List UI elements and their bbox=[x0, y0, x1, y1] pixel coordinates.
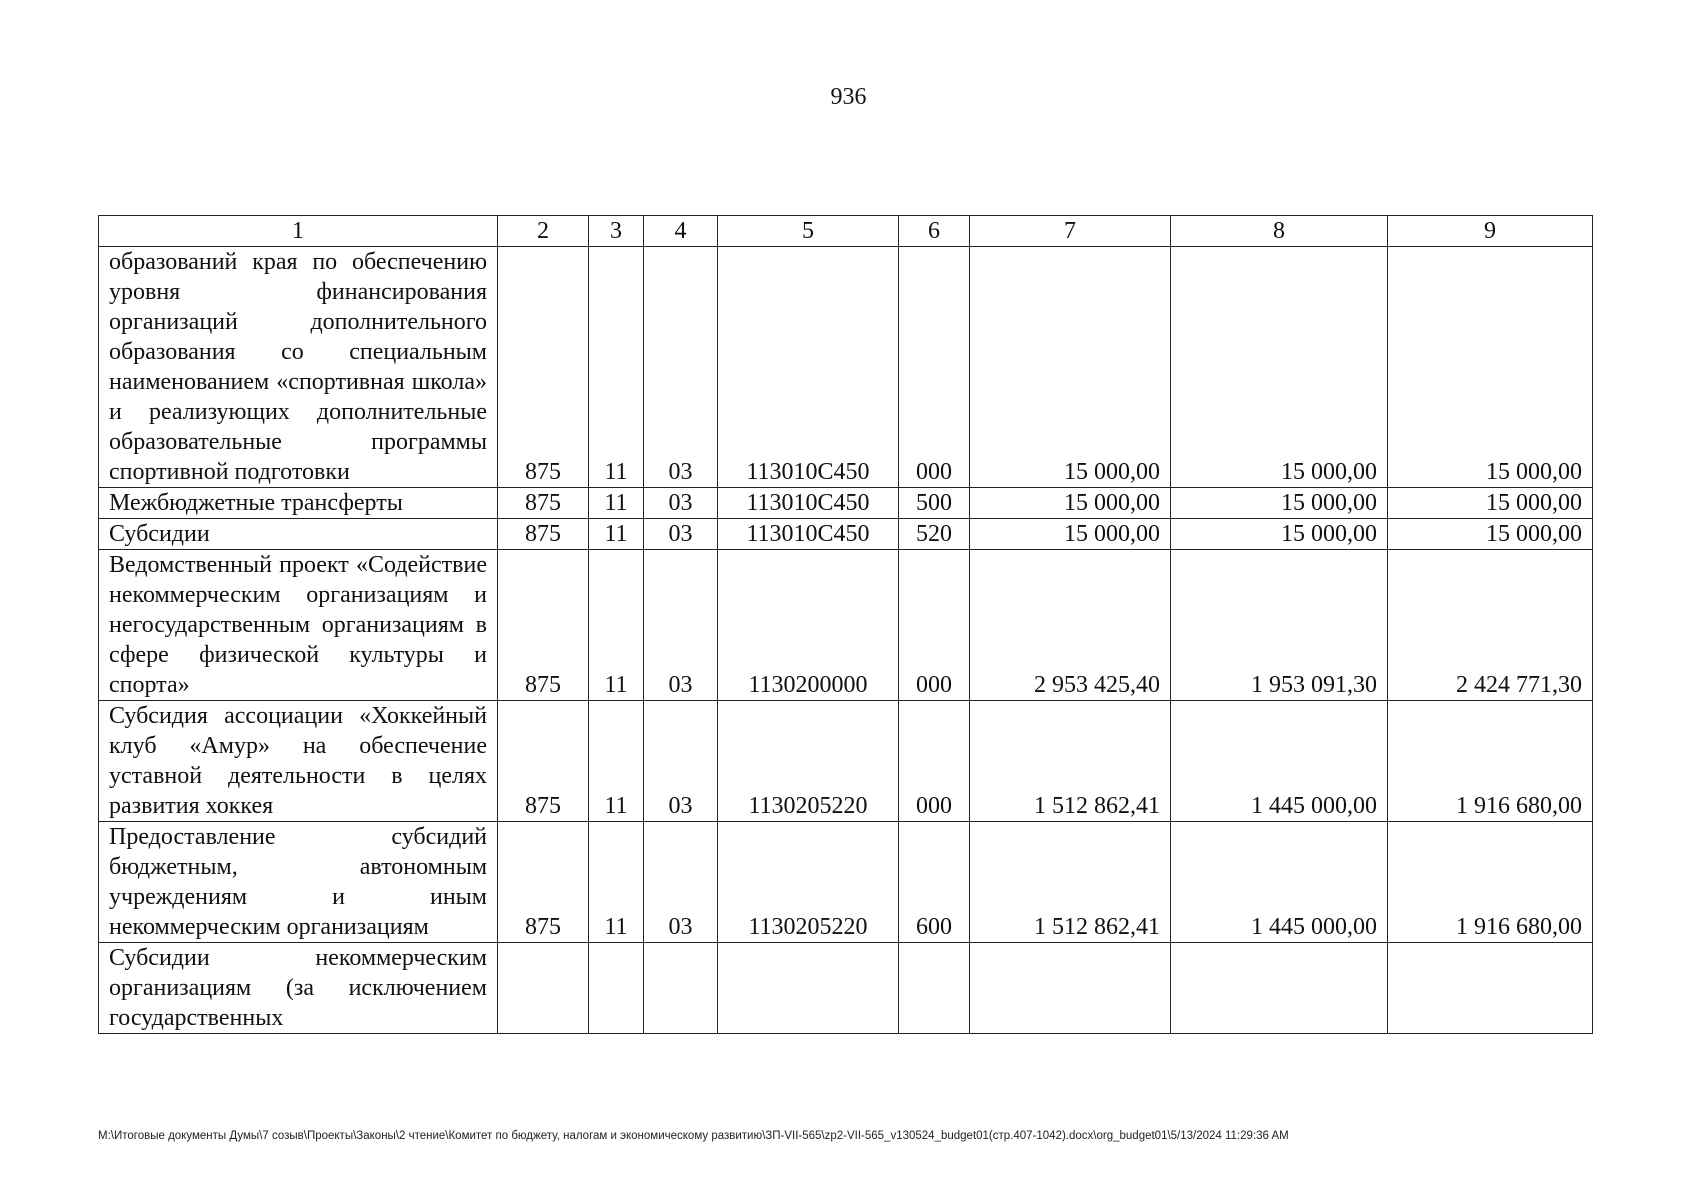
cell-amount-7 bbox=[970, 943, 1171, 1034]
cell-amount-8: 15 000,00 bbox=[1171, 519, 1388, 550]
row-description: Межбюджетные трансферты bbox=[99, 488, 498, 519]
page-number: 936 bbox=[830, 84, 867, 110]
cell-admin-code: 875 bbox=[498, 247, 589, 488]
cell-expense-type: 000 bbox=[899, 701, 970, 822]
col-header-5: 5 bbox=[718, 216, 899, 247]
col-header-4: 4 bbox=[644, 216, 718, 247]
table-row bbox=[99, 519, 1593, 550]
cell-target-article: 1130200000 bbox=[718, 550, 899, 701]
cell-section bbox=[589, 943, 644, 1034]
cell-subsection: 03 bbox=[644, 519, 718, 550]
cell-target-article: 1130205220 bbox=[718, 701, 899, 822]
col-header-6: 6 bbox=[899, 216, 970, 247]
cell-admin-code bbox=[498, 943, 589, 1034]
table-row bbox=[99, 701, 1593, 822]
table-row bbox=[99, 488, 1593, 519]
cell-amount-8: 15 000,00 bbox=[1171, 488, 1388, 519]
cell-section: 11 bbox=[589, 488, 644, 519]
cell-subsection: 03 bbox=[644, 550, 718, 701]
cell-amount-7: 1 512 862,41 bbox=[970, 822, 1171, 943]
table-row bbox=[99, 550, 1593, 701]
cell-amount-8: 1 953 091,30 bbox=[1171, 550, 1388, 701]
cell-admin-code: 875 bbox=[498, 701, 589, 822]
cell-expense-type: 520 bbox=[899, 519, 970, 550]
table-row bbox=[99, 943, 1593, 1034]
cell-amount-8 bbox=[1171, 943, 1388, 1034]
cell-target-article: 113010С450 bbox=[718, 488, 899, 519]
cell-amount-8: 15 000,00 bbox=[1171, 247, 1388, 488]
cell-section: 11 bbox=[589, 519, 644, 550]
row-description: Субсидии bbox=[99, 519, 498, 550]
cell-target-article: 113010С450 bbox=[718, 247, 899, 488]
cell-section: 11 bbox=[589, 550, 644, 701]
cell-amount-9: 1 916 680,00 bbox=[1388, 701, 1593, 822]
cell-admin-code: 875 bbox=[498, 519, 589, 550]
footer-file-path: M:\Итоговые документы Думы\7 созыв\Проекты\Законы\2 чтение\Комитет по бюджету, налогам и экономическому развитию\ЗП-VII-565\zp2-VII-565_v130524_budget01(стр.407-1042).docx\org_budget01\5/13/2024 11:29:36 AM bbox=[98, 1130, 1289, 1142]
cell-section: 11 bbox=[589, 247, 644, 488]
cell-admin-code: 875 bbox=[498, 550, 589, 701]
cell-subsection: 03 bbox=[644, 701, 718, 822]
col-header-9: 9 bbox=[1388, 216, 1593, 247]
header-row bbox=[99, 216, 1593, 247]
row-description: Предоставление субсидий бюджетным, автономным учреждениям и иным некоммерческим организациям bbox=[99, 822, 498, 943]
col-header-1: 1 bbox=[99, 216, 498, 247]
cell-amount-9: 15 000,00 bbox=[1388, 519, 1593, 550]
cell-amount-9: 1 916 680,00 bbox=[1388, 822, 1593, 943]
cell-section: 11 bbox=[589, 701, 644, 822]
table-row bbox=[99, 247, 1593, 488]
col-header-2: 2 bbox=[498, 216, 589, 247]
cell-expense-type bbox=[899, 943, 970, 1034]
cell-subsection: 03 bbox=[644, 488, 718, 519]
cell-amount-7: 15 000,00 bbox=[970, 488, 1171, 519]
cell-amount-7: 15 000,00 bbox=[970, 247, 1171, 488]
cell-section: 11 bbox=[589, 822, 644, 943]
cell-amount-9: 2 424 771,30 bbox=[1388, 550, 1593, 701]
row-description: Ведомственный проект «Содействие некоммерческим организациям и негосударственным организациям в сфере физической культуры и спорта» bbox=[99, 550, 498, 701]
cell-expense-type: 000 bbox=[899, 550, 970, 701]
budget-table bbox=[98, 215, 1593, 1034]
row-description: Субсидии некоммерческим организациям (за исключением государственных bbox=[99, 943, 498, 1034]
cell-target-article: 113010С450 bbox=[718, 519, 899, 550]
cell-amount-9: 15 000,00 bbox=[1388, 247, 1593, 488]
cell-admin-code: 875 bbox=[498, 488, 589, 519]
cell-expense-type: 000 bbox=[899, 247, 970, 488]
cell-amount-7: 1 512 862,41 bbox=[970, 701, 1171, 822]
cell-subsection: 03 bbox=[644, 247, 718, 488]
col-header-8: 8 bbox=[1171, 216, 1388, 247]
cell-target-article bbox=[718, 943, 899, 1034]
cell-amount-9 bbox=[1388, 943, 1593, 1034]
cell-amount-9: 15 000,00 bbox=[1388, 488, 1593, 519]
cell-expense-type: 600 bbox=[899, 822, 970, 943]
cell-subsection bbox=[644, 943, 718, 1034]
cell-admin-code: 875 bbox=[498, 822, 589, 943]
cell-amount-8: 1 445 000,00 bbox=[1171, 701, 1388, 822]
table-row bbox=[99, 822, 1593, 943]
cell-amount-7: 2 953 425,40 bbox=[970, 550, 1171, 701]
cell-amount-8: 1 445 000,00 bbox=[1171, 822, 1388, 943]
col-header-7: 7 bbox=[970, 216, 1171, 247]
cell-amount-7: 15 000,00 bbox=[970, 519, 1171, 550]
col-header-3: 3 bbox=[589, 216, 644, 247]
cell-target-article: 1130205220 bbox=[718, 822, 899, 943]
row-description: образований края по обеспечению уровня финансирования организаций дополнительного образования со специальным наименованием «спортивная школа» и реализующих дополнительные образовательные программы спортивной подготовки bbox=[99, 247, 498, 488]
row-description: Субсидия ассоциации «Хоккейный клуб «Амур» на обеспечение уставной деятельности в целях развития хоккея bbox=[99, 701, 498, 822]
cell-subsection: 03 bbox=[644, 822, 718, 943]
cell-expense-type: 500 bbox=[899, 488, 970, 519]
